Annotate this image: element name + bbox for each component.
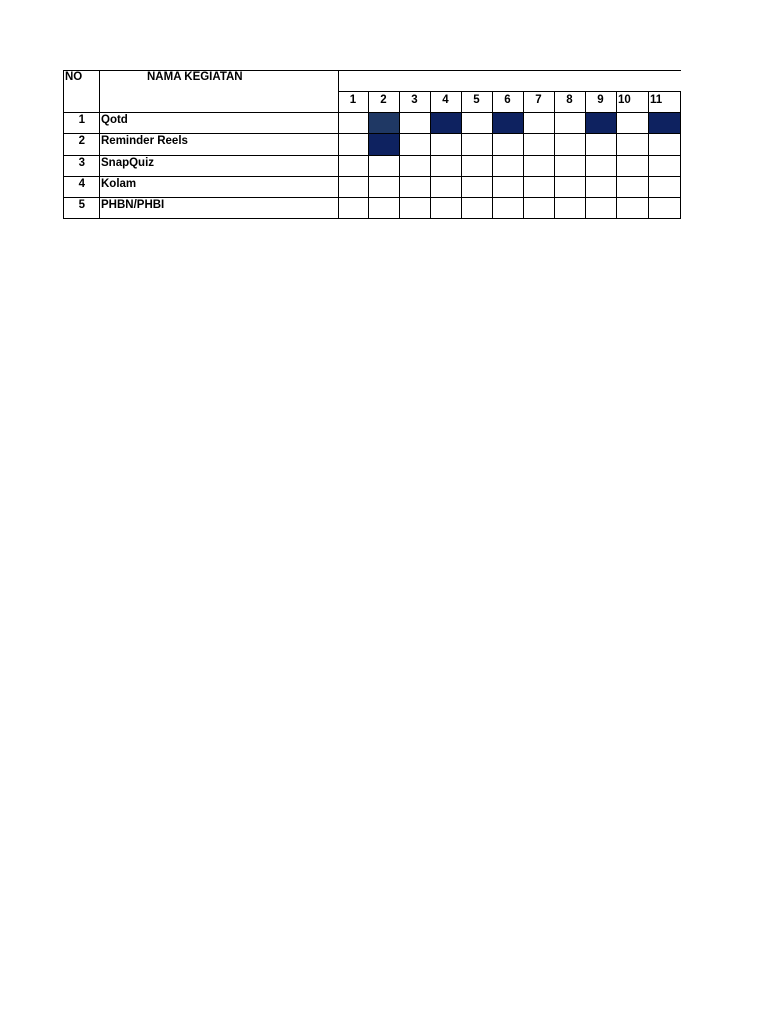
- grid-column-border: [99, 70, 100, 219]
- grid-column-border: [554, 91, 555, 219]
- grid-row-border: [63, 112, 681, 113]
- grid-row-border: [63, 133, 681, 134]
- activity-name: Kolam: [101, 178, 137, 190]
- grid-row-border: [63, 155, 681, 156]
- grid-column-border: [523, 91, 524, 219]
- grid-column-border: [492, 91, 493, 219]
- grid-column-border: [399, 91, 400, 219]
- marked-cell: [492, 112, 523, 133]
- grid-column-border: [585, 91, 586, 219]
- period-header: 2: [380, 94, 387, 106]
- activity-name: PHBN/PHBI: [101, 199, 165, 211]
- grid-column-border: [616, 91, 617, 219]
- grid-row-border: [63, 197, 681, 198]
- period-header: 11: [650, 94, 663, 106]
- grid-row-border: [63, 218, 681, 219]
- period-header: 6: [504, 94, 511, 106]
- period-header: 1: [349, 94, 357, 106]
- period-header: 8: [566, 94, 573, 106]
- grid-column-border: [461, 91, 462, 219]
- period-header: 4: [442, 94, 449, 106]
- period-header: 9: [597, 94, 604, 106]
- row-number: 3: [78, 157, 85, 169]
- period-header: 5: [473, 94, 480, 106]
- grid-period-header-border: [338, 91, 681, 92]
- grid-column-border: [648, 91, 649, 219]
- period-header: 10: [618, 94, 631, 106]
- period-header: 7: [535, 94, 542, 106]
- marked-cell: [368, 133, 399, 155]
- activity-name: SnapQuiz: [101, 157, 155, 169]
- marked-cell: [430, 112, 461, 133]
- grid-column-border: [368, 91, 369, 219]
- row-number: 1: [78, 114, 85, 126]
- row-number: 4: [78, 178, 85, 190]
- grid-right-border: [680, 91, 681, 219]
- header-activity-name: NAMA KEGIATAN: [147, 71, 243, 83]
- activity-name: Qotd: [101, 114, 128, 126]
- marked-cell: [648, 112, 680, 133]
- grid-column-border: [430, 91, 431, 219]
- grid-row-border: [63, 176, 681, 177]
- row-number: 2: [78, 135, 85, 147]
- grid-top-border: [63, 70, 681, 71]
- grid-column-border: [338, 70, 339, 219]
- row-number: 5: [78, 199, 85, 211]
- activity-name: Reminder Reels: [101, 135, 188, 147]
- header-no: NO: [65, 71, 83, 83]
- marked-cell: [368, 112, 399, 133]
- period-header: 3: [411, 94, 418, 106]
- marked-cell: [585, 112, 616, 133]
